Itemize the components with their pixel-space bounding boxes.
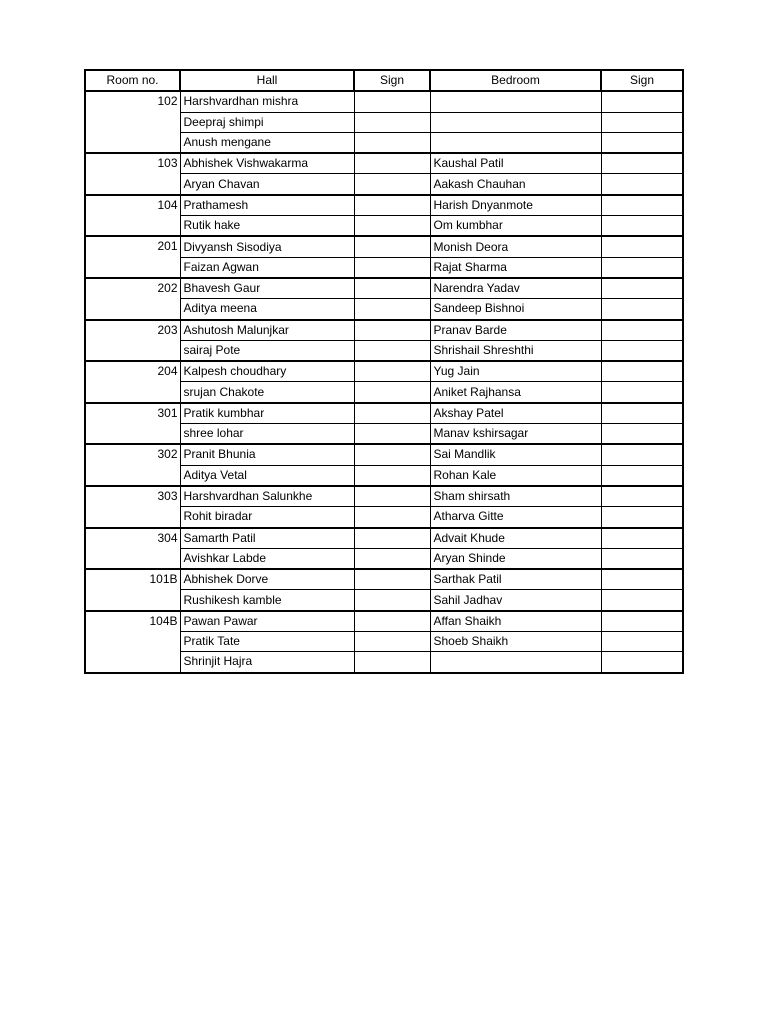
room-number-cell: 204 <box>85 361 180 403</box>
hall-occupant-cell: Shrinjit Hajra <box>180 652 354 673</box>
bedroom-sign-cell[interactable] <box>601 91 683 112</box>
bedroom-sign-cell[interactable] <box>601 216 683 237</box>
room-number-cell: 304 <box>85 528 180 570</box>
bedroom-sign-cell[interactable] <box>601 486 683 507</box>
hall-sign-cell[interactable] <box>354 278 430 299</box>
bedroom-sign-cell[interactable] <box>601 340 683 361</box>
hall-sign-cell[interactable] <box>354 132 430 153</box>
bedroom-sign-cell[interactable] <box>601 590 683 611</box>
table-row <box>85 486 683 507</box>
bedroom-occupant-cell: Manav kshirsagar <box>430 424 601 445</box>
hall-occupant-cell: Kalpesh choudhary <box>180 361 354 382</box>
room-number-cell: 102 <box>85 91 180 153</box>
hall-sign-cell[interactable] <box>354 528 430 549</box>
room-number-cell: 201 <box>85 236 180 278</box>
bedroom-occupant-cell: Harish Dnyanmote <box>430 195 601 216</box>
bedroom-sign-cell[interactable] <box>601 652 683 673</box>
hall-occupant-cell: Abhishek Dorve <box>180 569 354 590</box>
hall-sign-cell[interactable] <box>354 507 430 528</box>
hall-sign-cell[interactable] <box>354 112 430 132</box>
bedroom-occupant-cell: Rajat Sharma <box>430 257 601 278</box>
hall-sign-cell[interactable] <box>354 611 430 632</box>
bedroom-occupant-cell: Pranav Barde <box>430 320 601 341</box>
hall-sign-cell[interactable] <box>354 361 430 382</box>
bedroom-occupant-cell: Sham shirsath <box>430 486 601 507</box>
room-number-cell: 101B <box>85 569 180 611</box>
bedroom-sign-cell[interactable] <box>601 569 683 590</box>
room-number-cell: 203 <box>85 320 180 362</box>
bedroom-occupant-cell: Shrishail Shreshthi <box>430 340 601 361</box>
hall-sign-cell[interactable] <box>354 444 430 465</box>
bedroom-sign-cell[interactable] <box>601 403 683 424</box>
hall-occupant-cell: Rushikesh kamble <box>180 590 354 611</box>
bedroom-occupant-cell: Affan Shaikh <box>430 611 601 632</box>
hall-occupant-cell: Faizan Agwan <box>180 257 354 278</box>
table-row <box>85 320 683 341</box>
hall-sign-cell[interactable] <box>354 340 430 361</box>
bedroom-occupant-cell: Advait Khude <box>430 528 601 549</box>
bedroom-sign-cell[interactable] <box>601 153 683 174</box>
bedroom-occupant-cell <box>430 91 601 112</box>
hall-occupant-cell: Avishkar Labde <box>180 548 354 569</box>
hall-occupant-cell: Aditya Vetal <box>180 465 354 486</box>
hall-occupant-cell: Divyansh Sisodiya <box>180 236 354 257</box>
hall-occupant-cell: Pratik Tate <box>180 632 354 652</box>
hall-sign-cell[interactable] <box>354 632 430 652</box>
bedroom-sign-cell[interactable] <box>601 548 683 569</box>
bedroom-occupant-cell: Monish Deora <box>430 236 601 257</box>
bedroom-sign-cell[interactable] <box>601 174 683 195</box>
table-header-row <box>85 70 683 91</box>
table-row <box>85 91 683 112</box>
hall-occupant-cell: Rutik hake <box>180 216 354 237</box>
bedroom-sign-cell[interactable] <box>601 465 683 486</box>
room-number-cell: 104B <box>85 611 180 673</box>
hall-occupant-cell: Aryan Chavan <box>180 174 354 195</box>
bedroom-occupant-cell: Om kumbhar <box>430 216 601 237</box>
bedroom-sign-cell[interactable] <box>601 424 683 445</box>
bedroom-sign-cell[interactable] <box>601 507 683 528</box>
hall-sign-cell[interactable] <box>354 465 430 486</box>
room-number-cell: 301 <box>85 403 180 445</box>
room-number-cell: 302 <box>85 444 180 486</box>
hall-occupant-cell: Harshvardhan Salunkhe <box>180 486 354 507</box>
bedroom-sign-cell[interactable] <box>601 132 683 153</box>
bedroom-occupant-cell: Aryan Shinde <box>430 548 601 569</box>
hall-occupant-cell: Aditya meena <box>180 299 354 320</box>
bedroom-occupant-cell <box>430 112 601 132</box>
hall-sign-cell[interactable] <box>354 403 430 424</box>
bedroom-occupant-cell <box>430 652 601 673</box>
table-row <box>85 569 683 590</box>
table-row <box>85 361 683 382</box>
room-allocation-table <box>84 69 684 674</box>
bedroom-occupant-cell: Kaushal Patil <box>430 153 601 174</box>
hall-occupant-cell: Pranit Bhunia <box>180 444 354 465</box>
room-number-cell: 103 <box>85 153 180 195</box>
hall-sign-cell[interactable] <box>354 548 430 569</box>
table-row <box>85 403 683 424</box>
bedroom-sign-cell[interactable] <box>601 236 683 257</box>
bedroom-sign-cell[interactable] <box>601 299 683 320</box>
hall-occupant-cell: Deepraj shimpi <box>180 112 354 132</box>
hall-sign-cell[interactable] <box>354 382 430 403</box>
hall-occupant-cell: Bhavesh Gaur <box>180 278 354 299</box>
hall-occupant-cell: Rohit biradar <box>180 507 354 528</box>
bedroom-occupant-cell <box>430 132 601 153</box>
bedroom-sign-cell[interactable] <box>601 278 683 299</box>
hall-occupant-cell: Ashutosh Malunjkar <box>180 320 354 341</box>
table-row <box>85 528 683 549</box>
hall-occupant-cell: Abhishek Vishwakarma <box>180 153 354 174</box>
bedroom-occupant-cell: Sarthak Patil <box>430 569 601 590</box>
bedroom-occupant-cell: Rohan Kale <box>430 465 601 486</box>
header-sign-hall: Sign <box>354 70 430 91</box>
hall-sign-cell[interactable] <box>354 236 430 257</box>
room-number-cell: 104 <box>85 195 180 237</box>
bedroom-sign-cell[interactable] <box>601 632 683 652</box>
hall-sign-cell[interactable] <box>354 569 430 590</box>
hall-sign-cell[interactable] <box>354 216 430 237</box>
bedroom-occupant-cell: Shoeb Shaikh <box>430 632 601 652</box>
header-bedroom: Bedroom <box>430 70 601 91</box>
bedroom-sign-cell[interactable] <box>601 195 683 216</box>
bedroom-occupant-cell: Sandeep Bishnoi <box>430 299 601 320</box>
bedroom-sign-cell[interactable] <box>601 112 683 132</box>
header-hall: Hall <box>180 70 354 91</box>
bedroom-occupant-cell: Sai Mandlik <box>430 444 601 465</box>
bedroom-occupant-cell: Aakash Chauhan <box>430 174 601 195</box>
hall-sign-cell[interactable] <box>354 486 430 507</box>
hall-sign-cell[interactable] <box>354 257 430 278</box>
hall-occupant-cell: Anush mengane <box>180 132 354 153</box>
bedroom-sign-cell[interactable] <box>601 382 683 403</box>
hall-sign-cell[interactable] <box>354 320 430 341</box>
bedroom-sign-cell[interactable] <box>601 611 683 632</box>
hall-occupant-cell: Harshvardhan mishra <box>180 91 354 112</box>
room-number-cell: 303 <box>85 486 180 528</box>
hall-sign-cell[interactable] <box>354 91 430 112</box>
table-row <box>85 153 683 174</box>
table-body <box>85 91 683 672</box>
hall-sign-cell[interactable] <box>354 652 430 673</box>
hall-sign-cell[interactable] <box>354 153 430 174</box>
hall-sign-cell[interactable] <box>354 174 430 195</box>
header-room-no: Room no. <box>85 70 180 91</box>
bedroom-sign-cell[interactable] <box>601 257 683 278</box>
bedroom-occupant-cell: Aniket Rajhansa <box>430 382 601 403</box>
hall-occupant-cell: srujan Chakote <box>180 382 354 403</box>
bedroom-occupant-cell: Akshay Patel <box>430 403 601 424</box>
bedroom-occupant-cell: Sahil Jadhav <box>430 590 601 611</box>
hall-sign-cell[interactable] <box>354 590 430 611</box>
bedroom-sign-cell[interactable] <box>601 361 683 382</box>
table-row <box>85 236 683 257</box>
hall-sign-cell[interactable] <box>354 424 430 445</box>
bedroom-sign-cell[interactable] <box>601 528 683 549</box>
table-row <box>85 444 683 465</box>
table-row <box>85 278 683 299</box>
hall-occupant-cell: Pawan Pawar <box>180 611 354 632</box>
hall-occupant-cell: sairaj Pote <box>180 340 354 361</box>
header-sign-bedroom: Sign <box>601 70 683 91</box>
table-row <box>85 611 683 632</box>
bedroom-sign-cell[interactable] <box>601 320 683 341</box>
hall-occupant-cell: Samarth Patil <box>180 528 354 549</box>
hall-occupant-cell: shree lohar <box>180 424 354 445</box>
table-row <box>85 195 683 216</box>
hall-sign-cell[interactable] <box>354 299 430 320</box>
bedroom-sign-cell[interactable] <box>601 444 683 465</box>
room-number-cell: 202 <box>85 278 180 320</box>
hall-occupant-cell: Prathamesh <box>180 195 354 216</box>
hall-occupant-cell: Pratik kumbhar <box>180 403 354 424</box>
bedroom-occupant-cell: Yug Jain <box>430 361 601 382</box>
bedroom-occupant-cell: Atharva Gitte <box>430 507 601 528</box>
hall-sign-cell[interactable] <box>354 195 430 216</box>
bedroom-occupant-cell: Narendra Yadav <box>430 278 601 299</box>
